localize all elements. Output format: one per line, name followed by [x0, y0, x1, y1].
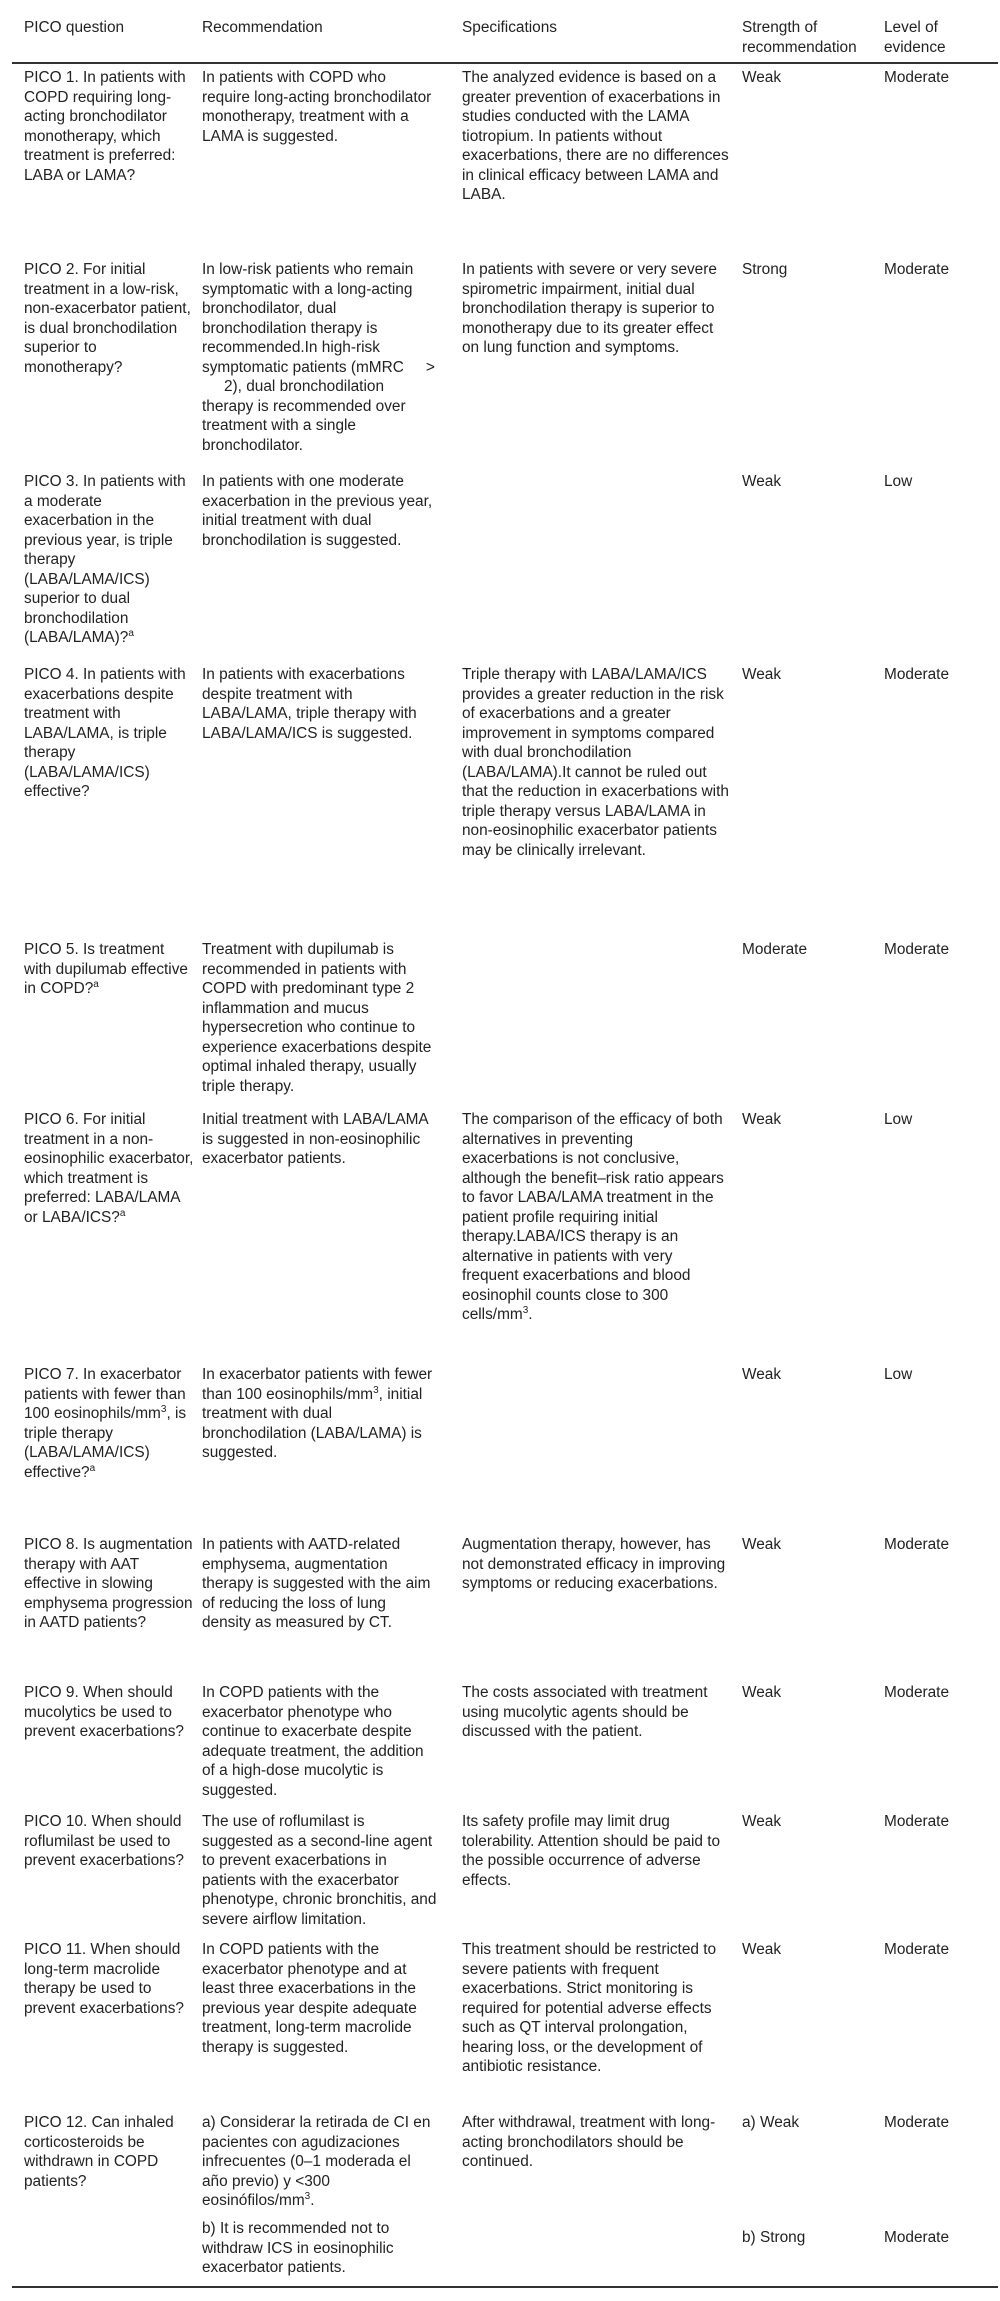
- recommendation-text: In patients with COPD who require long-acting bronchodilator monotherapy, treatment with a LAMA is suggested.: [202, 69, 432, 145]
- pico-question: PICO 11. When should long-term macrolide therapy be used to prevent exacerbations?: [24, 1941, 184, 2017]
- unit-exponent: 3: [522, 1304, 529, 1316]
- header-strength: Strength of recommendation: [742, 19, 857, 56]
- recommendation-text-b: b) It is recommended not to withdraw ICS in eosinophilic exacerbator patients.: [202, 2220, 394, 2276]
- evidence-value: Moderate: [884, 261, 950, 278]
- specifications-text: Its safety profile may limit drug tolerability. Attention should be paid to the possible occurrence of adverse effects.: [462, 1813, 721, 1889]
- specifications-text: In patients with severe or very severe spirometric impairment, initial dual bronchodilation therapy is superior to monotherapy due to its greater effect on lung function and symptoms.: [462, 261, 717, 356]
- recommendation-text: [202, 1365, 437, 1463]
- pico-question: PICO 9. When should mucolytics be used to prevent exacerbations?: [24, 1684, 184, 1740]
- pico-question-text: PICO 5. Is treatment with dupilumab effective in COPD?: [24, 941, 188, 997]
- evidence-value: Moderate: [884, 1684, 950, 1701]
- recommendation-text-part: eosinófilos/mm: [202, 2192, 305, 2209]
- footnote-marker: a: [128, 627, 134, 639]
- pico-question-text: PICO 6. For initial treatment in a non-eosinophilic exacerbator, which treatment is preferred: LABA/LAMA or LABA/ICS?: [24, 1111, 194, 1226]
- pico-question: [24, 1365, 194, 1482]
- recommendation-text: [202, 260, 437, 455]
- strength-value-a: a) Weak: [742, 2114, 800, 2131]
- pico-question-text: PICO 7. In exacerbator patients with fewer than 100 eosinophils/mm: [24, 1366, 186, 1422]
- unit-exponent: 3: [304, 2190, 311, 2202]
- unit-exponent: 3: [160, 1403, 167, 1415]
- evidence-value: Low: [884, 473, 913, 490]
- header-evidence: Level of evidence: [884, 19, 946, 56]
- specifications-text: This treatment should be restricted to severe patients with frequent exacerbations. Strict monitoring is required for potential adverse effects such as QT interval prolongation, hearing loss, or the development of antibiotic resistance.: [462, 1941, 717, 2075]
- eosinophil-threshold: 300: [642, 1286, 669, 1304]
- recommendation-text: Initial treatment with LABA/LAMA is suggested in non-eosinophilic exacerbator patients.: [202, 1111, 428, 1167]
- header-recommendation: Recommendation: [202, 19, 323, 36]
- strength-value: Moderate: [742, 941, 808, 958]
- pico-question-text: , is triple therapy (LABA/LAMA/ICS) effective?: [24, 1405, 187, 1481]
- specifications-text: [462, 1110, 730, 1325]
- strength-value: Weak: [742, 1366, 782, 1383]
- pico-question: [24, 1110, 194, 1227]
- evidence-value: Moderate: [884, 666, 950, 683]
- pico-question: PICO 2. For initial treatment in a low-risk, non-exacerbator patient, is dual bronchodilation superior to monotherapy?: [24, 261, 191, 376]
- evidence-value: Moderate: [884, 941, 950, 958]
- specifications-end: .: [528, 1306, 533, 1323]
- recommendation-text: Treatment with dupilumab is recommended in patients with COPD with predominant type 2 inflammation and mucus hypersecretion who continue to experience exacerbations despite optimal inhaled therapy, usually triple therapy.: [202, 941, 432, 1095]
- strength-value: Weak: [742, 473, 782, 490]
- pico-question: PICO 4. In patients with exacerbations despite treatment with LABA/LAMA, is triple therapy (LABA/LAMA/ICS) effective?: [24, 666, 186, 800]
- specifications-text: Triple therapy with LABA/LAMA/ICS provides a greater reduction in the risk of exacerbations and a greater improvement in symptoms compared with dual bronchodilation (LABA/LAMA).It cannot be ruled out that the reduction in exacerbations with triple therapy versus LABA/LAMA in non-eosinophilic exacerbator patients may be clinically irrelevant.: [462, 666, 729, 859]
- specifications-text-part: The comparison of the efficacy of both alternatives in preventing exacerbations is not conclusive, although the benefit–risk ratio appears to favor LABA/LAMA treatment in the patient profile requiring initial therapy.LABA/ICS therapy is an alternative in patients with very frequent exacerbations and blood eosinophil counts close to: [462, 1111, 724, 1304]
- recommendation-text-part: In low-risk patients who remain symptomatic with a long-acting bronchodilator, dual bronchodilation therapy is recommended.In high-risk symptomatic patients (mMRC: [202, 261, 414, 376]
- footnote-marker: a: [119, 1207, 126, 1219]
- recommendation-text: In patients with one moderate exacerbation in the previous year, initial treatment with dual bronchodilation is suggested.: [202, 473, 433, 549]
- strength-value: Weak: [742, 1813, 782, 1830]
- evidence-value: Low: [884, 1111, 913, 1128]
- pico-question-text: PICO 3. In patients with a moderate exacerbation in the previous year, is triple therapy (LABA/LAMA/ICS) superior to dual bronchodilation (LABA/LAMA)?: [24, 473, 186, 646]
- strength-value-b: b) Strong: [742, 2229, 806, 2246]
- header-specifications: Specifications: [462, 19, 557, 36]
- header-pico: PICO question: [24, 19, 125, 36]
- greater-than-symbol: >: [425, 358, 435, 376]
- bottom-rule: [12, 2286, 998, 2288]
- evidence-value-a: Moderate: [884, 2114, 950, 2131]
- pico-question: [24, 472, 194, 648]
- strength-value: Weak: [742, 1684, 782, 1701]
- evidence-value: Moderate: [884, 69, 950, 86]
- strength-value: Weak: [742, 1941, 782, 1958]
- specifications-text: The costs associated with treatment using mucolytic agents should be discussed with the patient.: [462, 1684, 708, 1740]
- unit-exponent: 3: [373, 1384, 379, 1396]
- strength-value: Weak: [742, 666, 782, 683]
- evidence-value-b: Moderate: [884, 2229, 950, 2246]
- recommendation-text: In patients with AATD-related emphysema, augmentation therapy is suggested with the aim of reducing the loss of lung density as measured by CT.: [202, 1536, 431, 1631]
- header-rule: [12, 62, 998, 64]
- specifications-text: After withdrawal, treatment with long-acting bronchodilators should be continued.: [462, 2114, 716, 2170]
- evidence-value: Low: [884, 1366, 913, 1383]
- footnote-marker: a: [93, 978, 99, 990]
- recommendation-text-part: a) Considerar la retirada de CI en pacientes con agudizaciones infrecuentes (0–1 moderada el año previo) y <300: [202, 2114, 431, 2190]
- recommendation-text-part: , initial treatment with dual bronchodilation (LABA/LAMA) is suggested.: [202, 1385, 423, 1461]
- footnote-marker: a: [89, 1462, 96, 1474]
- strength-value: Weak: [742, 1536, 782, 1553]
- pico-question: PICO 10. When should roflumilast be used to prevent exacerbations?: [24, 1813, 184, 1869]
- recommendation-text: The use of roflumilast is suggested as a second-line agent to prevent exacerbations in patients with the exacerbator phenotype, chronic bronchitis, and severe airflow limitation.: [202, 1813, 437, 1928]
- strength-value: Weak: [742, 69, 782, 86]
- recommendation-text: In patients with exacerbations despite treatment with LABA/LAMA, triple therapy with LABA/LAMA/ICS is suggested.: [202, 666, 417, 742]
- recommendation-text-part: 2), dual bronchodilation therapy is recommended over treatment with a single bronchodilator.: [202, 378, 406, 454]
- specifications-text: The analyzed evidence is based on a greater prevention of exacerbations in studies conducted with the LAMA tiotropium. In patients without exacerbations, there are no differences in clinical efficacy between LAMA and LABA.: [462, 69, 729, 203]
- pico-question: PICO 12. Can inhaled corticosteroids be withdrawn in COPD patients?: [24, 2114, 174, 2190]
- evidence-value: Moderate: [884, 1941, 950, 1958]
- strength-value: Weak: [742, 1111, 782, 1128]
- recommendation-end: .: [310, 2192, 315, 2209]
- unit-text: cells/mm: [462, 1306, 523, 1323]
- pico-question: [24, 940, 194, 999]
- specifications-text: Augmentation therapy, however, has not demonstrated efficacy in improving symptoms or reducing exacerbations.: [462, 1536, 726, 1592]
- recommendation-text-a: [202, 2113, 437, 2211]
- pico-question: PICO 8. Is augmentation therapy with AAT effective in slowing emphysema progression in AATD patients?: [24, 1536, 193, 1631]
- evidence-value: Moderate: [884, 1536, 950, 1553]
- recommendation-text: In COPD patients with the exacerbator phenotype who continue to exacerbate despite adequate treatment, the addition of a high-dose mucolytic is suggested.: [202, 1684, 424, 1799]
- pico-question: PICO 1. In patients with COPD requiring long-acting bronchodilator monotherapy, which treatment is preferred: LABA or LAMA?: [24, 69, 186, 184]
- evidence-value: Moderate: [884, 1813, 950, 1830]
- recommendation-text: In COPD patients with the exacerbator phenotype and at least three exacerbations in the previous year despite adequate treatment, long-term macrolide therapy is suggested.: [202, 1941, 417, 2056]
- recommendation-text-part: In exacerbator patients with fewer than 100 eosinophils/mm: [202, 1366, 433, 1403]
- strength-value: Strong: [742, 261, 788, 278]
